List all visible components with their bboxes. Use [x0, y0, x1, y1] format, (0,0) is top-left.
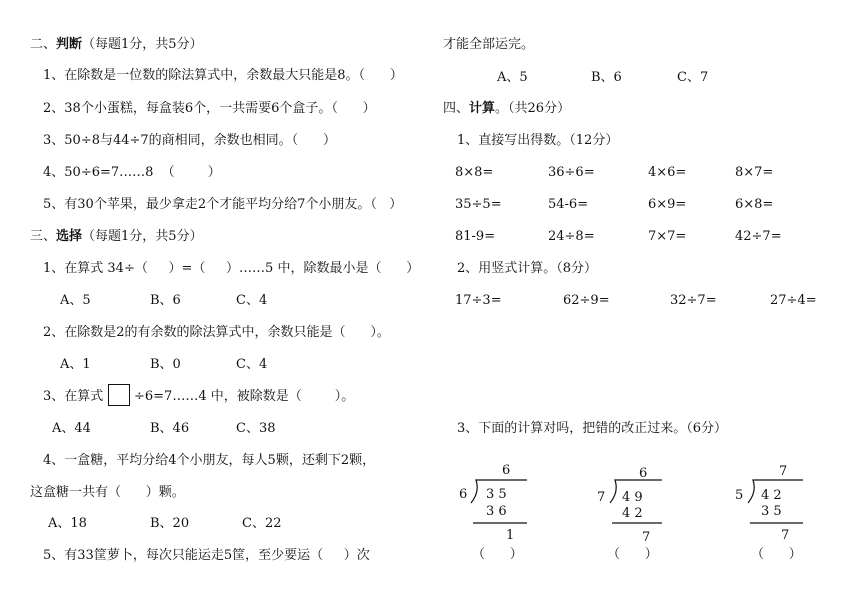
choice-q5-option-c: C、7 — [677, 70, 709, 85]
division-2-quotient: 6 — [639, 466, 648, 481]
judge-item-1: 1、在除数是一位数的除法算式中，余数最大只能是8。（ ） — [43, 68, 403, 83]
division-2-product: 4 2 — [622, 506, 643, 521]
choice-q1-option-b: B、6 — [150, 293, 181, 308]
division-3-dividend: 4 2 — [761, 488, 782, 503]
mental-r2c1: 35÷5= — [455, 197, 502, 212]
mental-r2c4: 6×8= — [735, 197, 774, 212]
choice-q4-line1: 4、一盒糖，平均分给4个小朋友，每人5颗，还剩下2颗， — [43, 453, 376, 468]
choice-q4-option-c: C、22 — [242, 516, 282, 531]
choice-q1-option-c: C、4 — [236, 293, 268, 308]
choice-q3-option-c: C、38 — [236, 421, 276, 436]
mental-r1c2: 36÷6= — [548, 165, 595, 180]
choice-q3-suffix: ÷6=7……4 中，被除数是（ ）。 — [134, 389, 355, 404]
mental-r2c2: 54-6= — [548, 197, 589, 212]
division-3-divisor: 5 — [735, 488, 744, 503]
vertical-3: 32÷7= — [670, 293, 717, 308]
mental-r1c3: 4×6= — [648, 165, 687, 180]
judge-item-5: 5、有30个苹果，最少拿走2个才能平均分给7个小朋友。（ ） — [43, 197, 403, 212]
choice-q5-option-a: A、5 — [497, 70, 528, 85]
section4-title: 四、计算。（共26分） — [443, 101, 571, 116]
division-1-answer-blank[interactable]: （ ） — [472, 547, 523, 562]
vertical-2: 62÷9= — [563, 293, 610, 308]
choice-q4-option-b: B、20 — [150, 516, 190, 531]
mental-r3c1: 81-9= — [455, 229, 496, 244]
division-1-dividend: 3 5 — [486, 487, 507, 502]
choice-q5-line2: 才能全部运完。 — [443, 37, 535, 52]
division-2-remainder: 7 — [642, 530, 651, 545]
mental-r3c3: 7×7= — [648, 229, 687, 244]
judge-item-2: 2、38个小蛋糕，每盒装6个，一共需要6个盒子。（ ） — [43, 101, 376, 116]
choice-q2-option-a: A、1 — [60, 357, 91, 372]
division-2-divisor: 7 — [597, 490, 606, 505]
choice-q1: 1、在算式 34÷（ ）=（ ）……5 中，除数最小是（ ） — [43, 261, 420, 276]
mental-r3c4: 42÷7= — [735, 229, 782, 244]
mental-r3c2: 24÷8= — [548, 229, 595, 244]
section2-title: 二、判断（每题1分，共5分） — [30, 37, 203, 52]
choice-q3-option-b: B、46 — [150, 421, 190, 436]
division-1-remainder: 1 — [506, 528, 515, 543]
judge-item-4: 4、50÷6=7……8 （ ） — [43, 165, 221, 180]
part3-title: 3、下面的计算对吗，把错的改正过来。（6分） — [457, 421, 728, 436]
choice-q5-option-b: B、6 — [591, 70, 622, 85]
section3-title: 三、选择（每题1分，共5分） — [30, 229, 203, 244]
part2-title: 2、用竖式计算。（8分） — [457, 261, 598, 276]
choice-q5-line1: 5、有33筐萝卜，每次只能运走5筐，至少要运（ ）次 — [43, 548, 370, 563]
division-2-dividend: 4 9 — [622, 490, 643, 505]
choice-q1-option-a: A、5 — [60, 293, 91, 308]
division-3-remainder: 7 — [781, 528, 790, 543]
choice-q2: 2、在除数是2的有余数的除法算式中，余数只能是（ ）。 — [43, 325, 390, 340]
choice-q4-line2: 这盒糖一共有（ ）颗。 — [30, 485, 185, 500]
vertical-4: 27÷4= — [770, 293, 817, 308]
division-1-divisor: 6 — [459, 487, 468, 502]
part1-title: 1、直接写出得数。（12分） — [457, 133, 619, 148]
division-1-product: 3 6 — [486, 504, 507, 519]
division-1-quotient: 6 — [502, 463, 511, 478]
choice-q3-prefix: 3、在算式 — [43, 389, 104, 404]
division-3-quotient: 7 — [779, 464, 788, 479]
judge-item-3: 3、50÷8与44÷7的商相同，余数也相同。（ ） — [43, 133, 336, 148]
choice-q2-option-b: B、0 — [150, 357, 181, 372]
division-2-answer-blank[interactable]: （ ） — [607, 547, 658, 562]
vertical-1: 17÷3= — [455, 293, 502, 308]
choice-q4-option-a: A、18 — [48, 516, 87, 531]
division-3-answer-blank[interactable]: （ ） — [751, 547, 802, 562]
choice-q2-option-c: C、4 — [236, 357, 268, 372]
mental-r1c4: 8×7= — [735, 165, 774, 180]
mental-r2c3: 6×9= — [648, 197, 687, 212]
division-3-product: 3 5 — [761, 504, 782, 519]
mental-r1c1: 8×8= — [455, 165, 494, 180]
answer-box[interactable] — [108, 384, 130, 406]
choice-q3-option-a: A、44 — [52, 421, 91, 436]
